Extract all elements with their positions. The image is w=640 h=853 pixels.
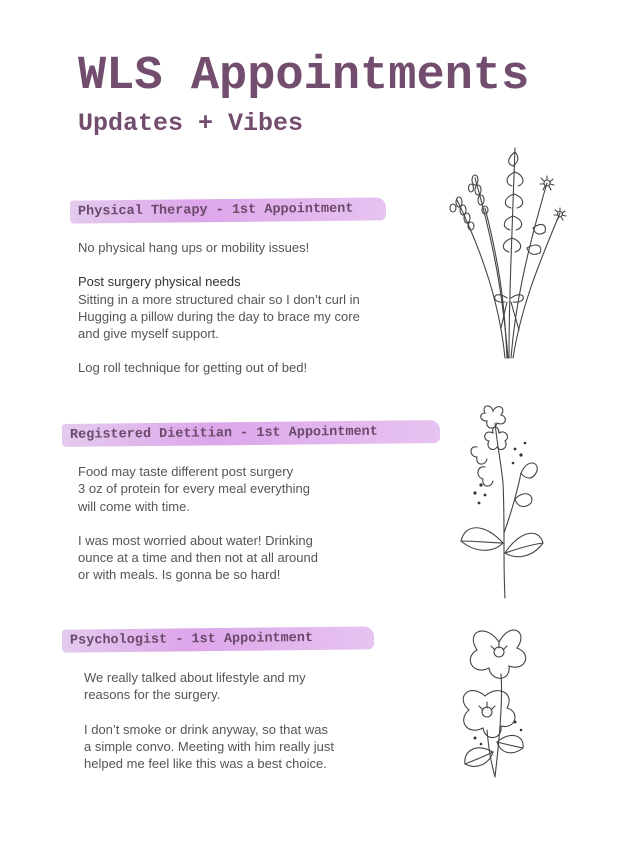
section-heading-physical-therapy: Physical Therapy - 1st Appointment	[70, 197, 386, 223]
body-line: reasons for the surgery.	[84, 687, 221, 703]
section-heading-psychologist: Psychologist - 1st Appointment	[62, 626, 374, 652]
body-line: Food may taste different post surgery	[78, 464, 294, 479]
wildflower-sprig-icon	[455, 403, 550, 603]
lavender-bouquet-icon	[445, 138, 575, 363]
body-line: Hugging a pillow during the day to brace my core	[78, 308, 360, 324]
body-line: helped me feel like this was a best choice.	[84, 756, 327, 772]
body-line: ounce at a time and then not at all around	[78, 550, 318, 566]
body-line: I was most worried about water! Drinking	[78, 532, 313, 548]
body-subheading: Post surgery physical needs	[78, 274, 241, 290]
section-body-dietitian	[78, 463, 318, 584]
section-body-physical-therapy	[78, 239, 360, 377]
body-line: or with meals. Is gonna be so hard!	[78, 567, 281, 583]
section-heading-dietitian: Registered Dietitian - 1st Appointment	[62, 420, 440, 447]
page-title: WLS Appointments	[78, 50, 530, 103]
body-line: a simple convo. Meeting with him really just	[84, 738, 334, 754]
body-line: 3 oz of protein for every meal everything	[78, 481, 310, 497]
body-line: We really talked about lifestyle and my	[84, 670, 306, 685]
body-line: I don’t smoke or drink anyway, so that was	[84, 721, 328, 737]
poppy-flowers-icon	[455, 612, 545, 782]
body-line: No physical hang ups or mobility issues!	[78, 240, 310, 255]
body-line: and give myself support.	[78, 326, 219, 342]
page-subtitle: Updates + Vibes	[78, 109, 304, 138]
body-line: Sitting in a more structured chair so I don’t curl in	[78, 291, 360, 307]
section-body-psychologist	[84, 669, 334, 772]
body-line: will come with time.	[78, 498, 190, 514]
body-line: Log roll technique for getting out of bed!	[78, 360, 308, 376]
